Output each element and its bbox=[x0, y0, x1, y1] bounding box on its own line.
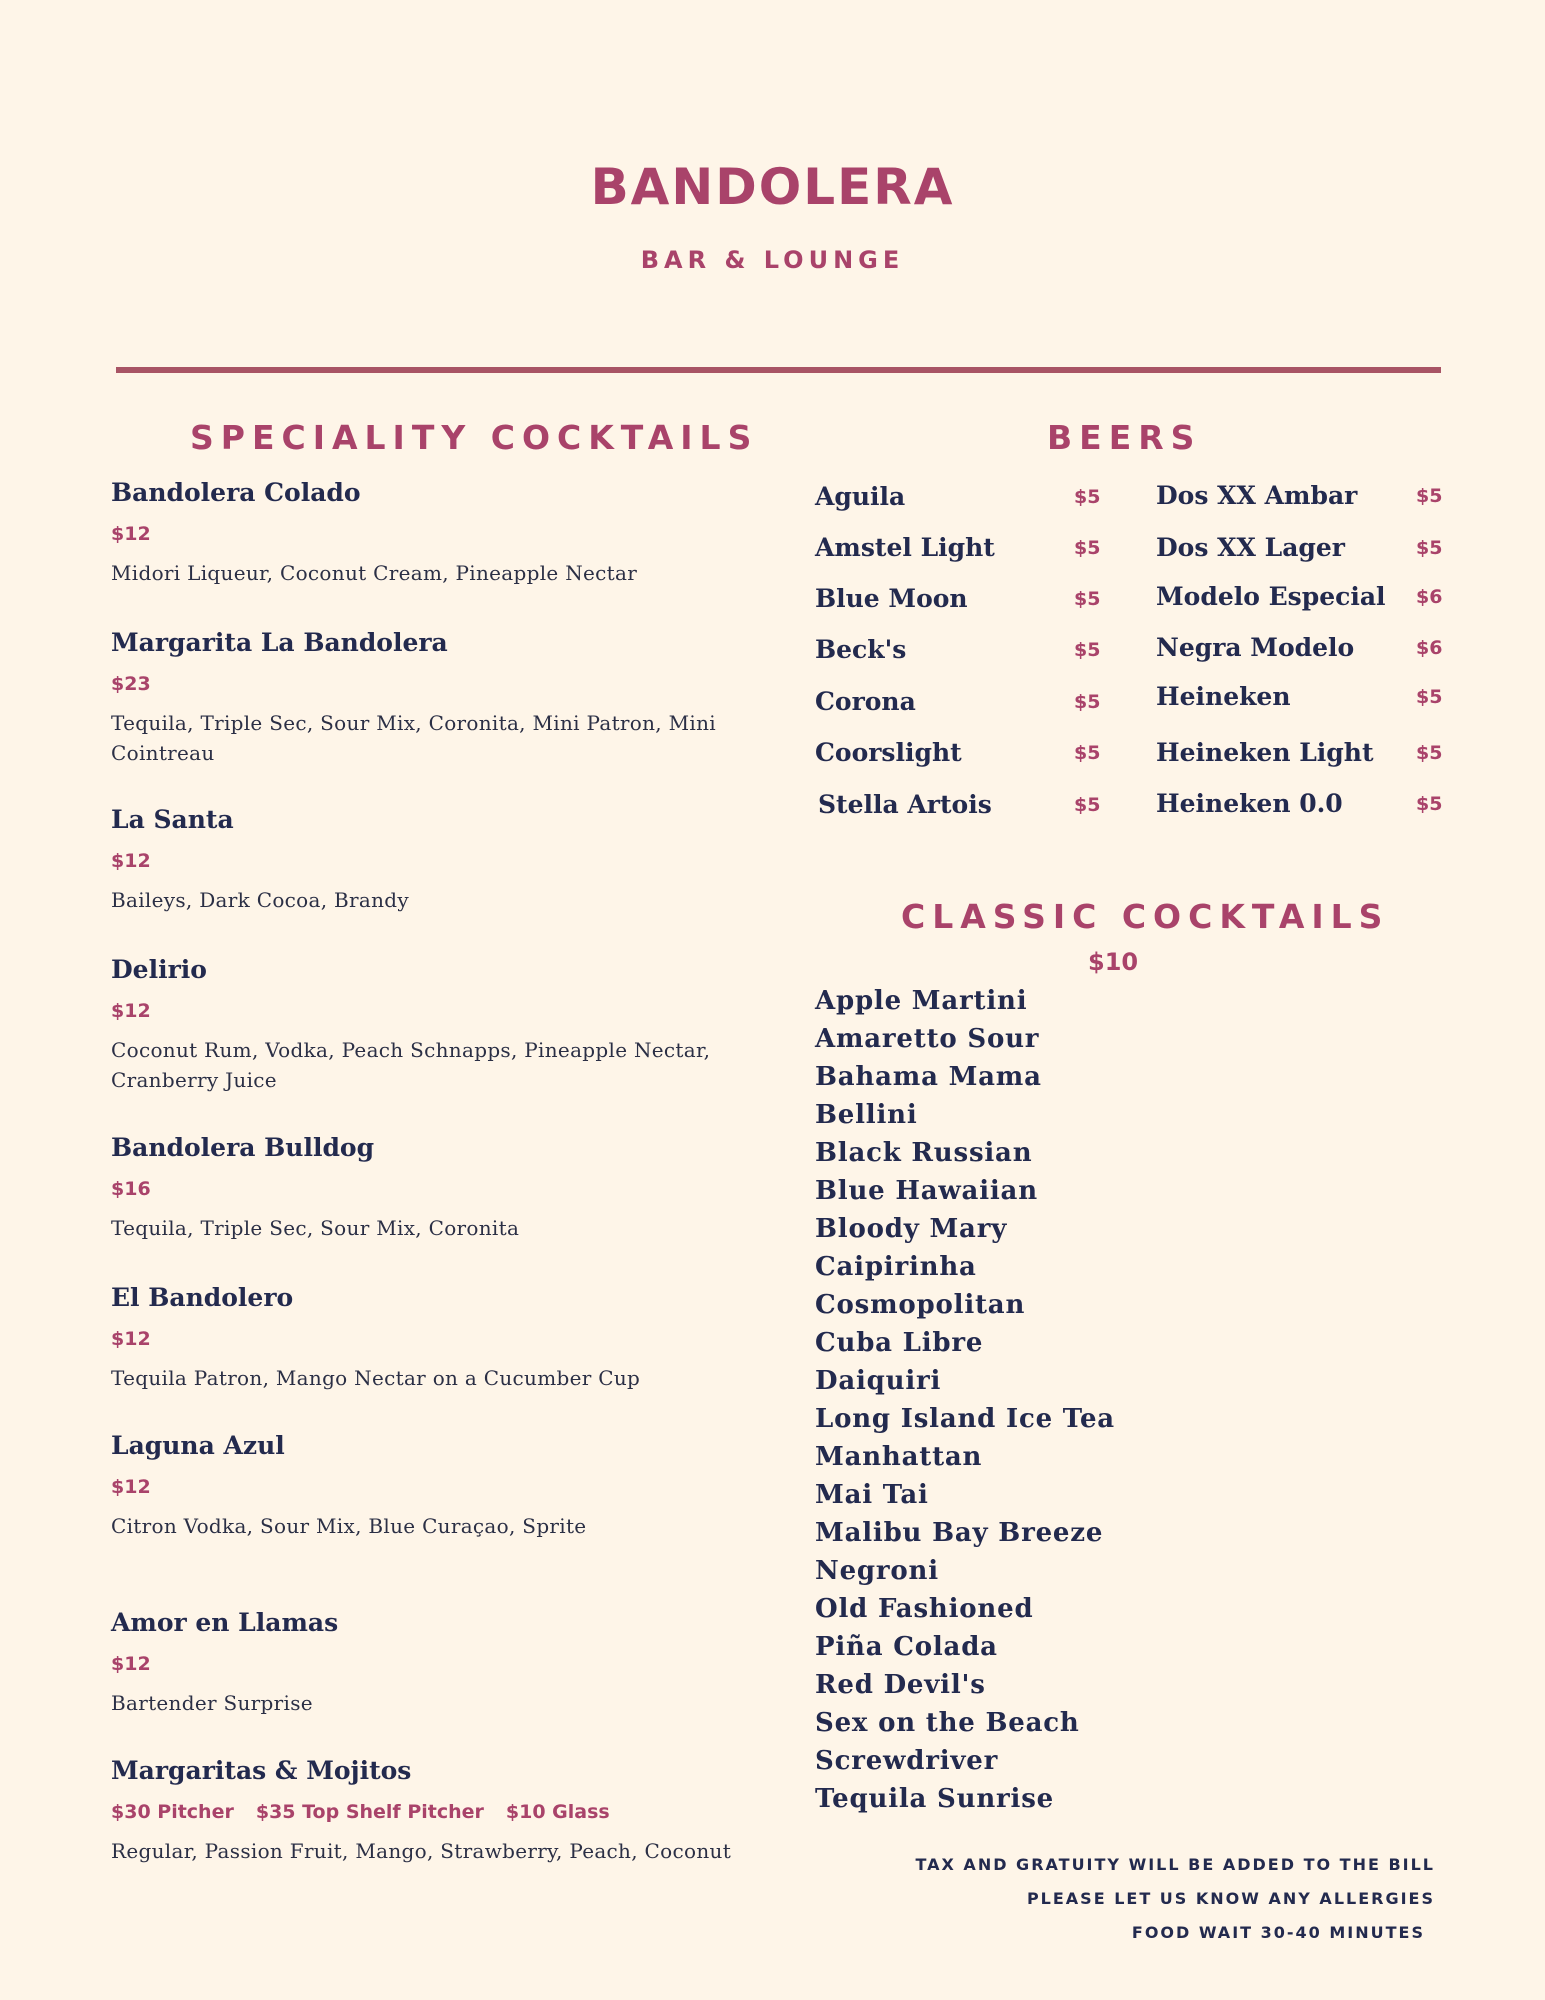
classic-cocktail-item: Bahama Mama bbox=[815, 1062, 1042, 1092]
classic-cocktail-item: Red Devil's bbox=[815, 1670, 986, 1700]
beer-price: $5 bbox=[1074, 691, 1101, 713]
beer-name: Corona bbox=[815, 687, 916, 716]
beer-price: $5 bbox=[1416, 537, 1443, 559]
cocktail-price bbox=[111, 1000, 751, 1022]
beer-price: $5 bbox=[1074, 588, 1101, 610]
beer-price: $5 bbox=[1416, 686, 1443, 708]
cocktail-ingredients: Tequila, Triple Sec, Sour Mix, Coronita, Mini Patron, Mini Cointreau bbox=[111, 711, 716, 765]
classic-cocktail-item: Bellini bbox=[815, 1100, 918, 1130]
cocktail-ingredients: Bartender Surprise bbox=[111, 1691, 313, 1715]
classic-cocktail-item: Blue Hawaiian bbox=[815, 1176, 1038, 1206]
cocktail-item bbox=[111, 1133, 751, 1243]
classic-cocktail-item: Caipirinha bbox=[815, 1252, 977, 1282]
classic-cocktail-item: Piña Colada bbox=[815, 1632, 998, 1662]
beer-price: $5 bbox=[1074, 537, 1101, 559]
cocktail-item bbox=[111, 1756, 751, 1866]
classic-cocktail-item: Cuba Libre bbox=[815, 1328, 984, 1358]
cocktail-ingredients: Citron Vodka, Sour Mix, Blue Curaçao, Sprite bbox=[111, 1514, 587, 1538]
note-food-wait: FOOD WAIT 30-40 MINUTES bbox=[1131, 1923, 1425, 1942]
brand-title: BANDOLERA bbox=[590, 158, 955, 216]
beer-price: $5 bbox=[1074, 794, 1101, 816]
beer-name: Dos XX Ambar bbox=[1156, 481, 1358, 510]
cocktail-item bbox=[111, 1608, 751, 1718]
brand-subtitle: BAR & LOUNGE bbox=[640, 246, 905, 274]
cocktail-name: El Bandolero bbox=[111, 1283, 294, 1312]
beer-name: Negra Modelo bbox=[1156, 633, 1355, 662]
classic-cocktails-list bbox=[815, 982, 1115, 1818]
cocktail-name: Margarita La Bandolera bbox=[111, 628, 448, 657]
beer-name: Blue Moon bbox=[815, 584, 968, 613]
classic-cocktails-price: $10 bbox=[1088, 948, 1139, 976]
beer-name: Beck's bbox=[815, 635, 907, 664]
beer-name: Stella Artois bbox=[818, 790, 992, 819]
beers-title: BEERS bbox=[1047, 418, 1202, 457]
cocktail-price bbox=[111, 523, 751, 545]
cocktail-name: Amor en Llamas bbox=[111, 1608, 339, 1637]
price-option: $12 bbox=[111, 1476, 151, 1498]
price-option: $12 bbox=[111, 850, 151, 872]
cocktail-ingredients: Tequila, Triple Sec, Sour Mix, Coronita bbox=[111, 1216, 520, 1240]
beer-name: Heineken Light bbox=[1156, 738, 1374, 767]
speciality-cocktails-title: SPECIALITY COCKTAILS bbox=[190, 418, 759, 457]
price-option: $23 bbox=[111, 673, 151, 695]
beer-price: $5 bbox=[1416, 742, 1443, 764]
cocktail-item bbox=[111, 628, 751, 768]
price-option: $30 Pitcher bbox=[111, 1801, 234, 1823]
beer-price: $5 bbox=[1416, 793, 1443, 815]
beer-name: Aguila bbox=[815, 482, 906, 511]
classic-cocktail-item: Old Fashioned bbox=[815, 1594, 1034, 1624]
classic-cocktail-item: Malibu Bay Breeze bbox=[815, 1518, 1104, 1548]
cocktail-price bbox=[111, 1178, 751, 1200]
cocktail-name: Margaritas & Mojitos bbox=[111, 1756, 412, 1785]
cocktail-ingredients: Baileys, Dark Cocoa, Brandy bbox=[111, 888, 410, 912]
price-option: $12 bbox=[111, 1653, 151, 1675]
cocktail-ingredients: Midori Liqueur, Coconut Cream, Pineapple Nectar bbox=[111, 561, 638, 585]
beer-price: $5 bbox=[1074, 742, 1101, 764]
classic-cocktail-item: Apple Martini bbox=[815, 986, 1028, 1016]
beer-price: $6 bbox=[1416, 637, 1443, 659]
price-option: $12 bbox=[111, 523, 151, 545]
classic-cocktail-item: Negroni bbox=[815, 1556, 939, 1586]
price-option: $10 Glass bbox=[505, 1801, 610, 1823]
cocktail-ingredients: Regular, Passion Fruit, Mango, Strawberry, Peach, Coconut bbox=[111, 1839, 732, 1863]
classic-cocktail-item: Daiquiri bbox=[815, 1366, 942, 1396]
beer-name: Heineken bbox=[1156, 682, 1291, 711]
cocktail-item bbox=[111, 1283, 751, 1393]
cocktail-name: La Santa bbox=[111, 805, 234, 834]
classic-cocktail-item: Mai Tai bbox=[815, 1480, 929, 1510]
beer-price: $6 bbox=[1416, 586, 1443, 608]
beer-price: $5 bbox=[1416, 485, 1443, 507]
classic-cocktail-item: Black Russian bbox=[815, 1138, 1033, 1168]
beer-name: Coorslight bbox=[815, 738, 962, 767]
classic-cocktail-item: Long Island Ice Tea bbox=[815, 1404, 1115, 1434]
classic-cocktail-item: Manhattan bbox=[815, 1442, 983, 1472]
beer-name: Amstel Light bbox=[815, 533, 995, 562]
cocktail-name: Laguna Azul bbox=[111, 1431, 285, 1460]
classic-cocktail-item: Sex on the Beach bbox=[815, 1708, 1080, 1738]
cocktail-price bbox=[111, 1653, 751, 1675]
cocktail-item bbox=[111, 805, 751, 915]
cocktail-item bbox=[111, 955, 751, 1095]
cocktail-price bbox=[111, 1328, 751, 1350]
classic-cocktail-item: Cosmopolitan bbox=[815, 1290, 1026, 1320]
cocktail-price bbox=[111, 1801, 751, 1823]
cocktail-ingredients: Tequila Patron, Mango Nectar on a Cucumber Cup bbox=[111, 1366, 641, 1390]
price-option: $12 bbox=[111, 1000, 151, 1022]
cocktail-item bbox=[111, 478, 751, 588]
beer-price: $5 bbox=[1074, 639, 1101, 661]
footer-notes bbox=[915, 1848, 1435, 1950]
beer-name: Modelo Especial bbox=[1156, 582, 1386, 611]
cocktail-price bbox=[111, 673, 751, 695]
beer-name: Heineken 0.0 bbox=[1156, 789, 1343, 818]
cocktail-name: Delirio bbox=[111, 955, 207, 984]
cocktail-name: Bandolera Bulldog bbox=[111, 1133, 375, 1162]
cocktail-ingredients: Coconut Rum, Vodka, Peach Schnapps, Pineapple Nectar, Cranberry Juice bbox=[111, 1038, 711, 1092]
header-divider bbox=[116, 367, 1441, 373]
note-tax-gratuity: TAX AND GRATUITY WILL BE ADDED TO THE BILL bbox=[915, 1855, 1435, 1874]
cocktail-price bbox=[111, 850, 751, 872]
price-option: $12 bbox=[111, 1328, 151, 1350]
beer-price: $5 bbox=[1074, 486, 1101, 508]
classic-cocktail-item: Screwdriver bbox=[815, 1746, 999, 1776]
classic-cocktail-item: Tequila Sunrise bbox=[815, 1784, 1054, 1814]
cocktail-item bbox=[111, 1431, 751, 1541]
price-option: $16 bbox=[111, 1178, 151, 1200]
cocktail-name: Bandolera Colado bbox=[111, 478, 361, 507]
classic-cocktail-item: Bloody Mary bbox=[815, 1214, 1008, 1244]
note-allergies: PLEASE LET US KNOW ANY ALLERGIES bbox=[1026, 1889, 1435, 1908]
price-option: $35 Top Shelf Pitcher bbox=[255, 1801, 484, 1823]
beer-name: Dos XX Lager bbox=[1156, 533, 1345, 562]
classic-cocktail-item: Amaretto Sour bbox=[815, 1024, 1040, 1054]
cocktail-price bbox=[111, 1476, 751, 1498]
classic-cocktails-title: CLASSIC COCKTAILS bbox=[901, 897, 1390, 936]
